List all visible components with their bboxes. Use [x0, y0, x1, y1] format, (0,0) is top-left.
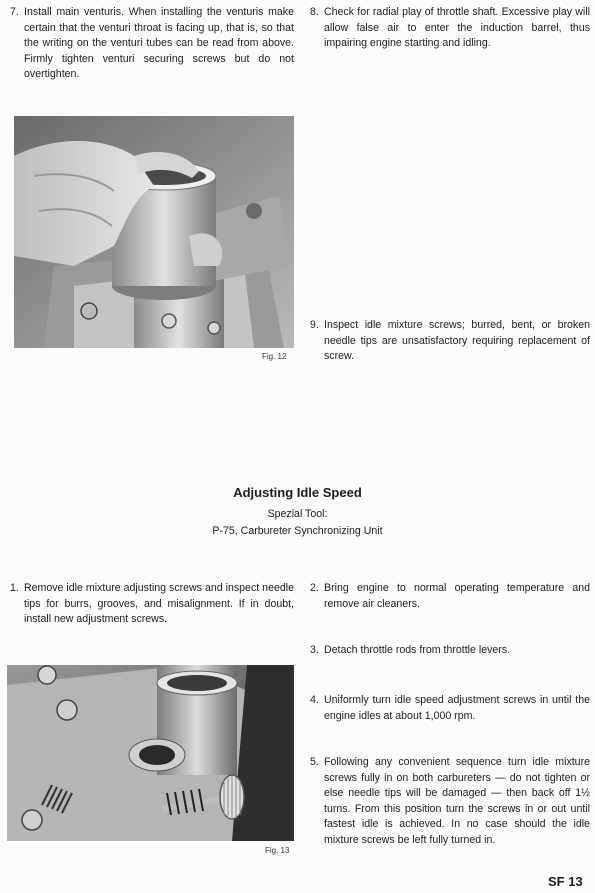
step-text: Remove idle mixture adjusting screws and inspect needle tips for burrs, grooves, and misalignment. If in doubt, install new adjustment screws. — [24, 582, 294, 625]
step-number: 9. — [310, 319, 319, 331]
step-1 — [10, 581, 294, 628]
tool-name: P-75, Carbureter Synchronizing Unit — [212, 525, 383, 537]
figure-13-caption: Fig. 13 — [265, 846, 290, 855]
page-number: SF 13 — [548, 874, 583, 889]
figure-12-caption: Fig. 12 — [262, 352, 287, 361]
step-9 — [310, 318, 590, 365]
step-number: 2. — [310, 582, 319, 594]
step-text: Uniformly turn idle speed adjustment screws in until the engine idles at about 1,000 rpm. — [324, 694, 590, 722]
step-number: 8. — [310, 6, 319, 18]
section-title: Adjusting Idle Speed — [233, 485, 362, 500]
step-text: Bring engine to normal operating temperature and remove air cleaners. — [324, 582, 590, 610]
step-7 — [10, 5, 294, 83]
step-text: Following any convenient sequence turn idle mixture screws fully in on both carbureters — do not tighten or else needle tips will be damaged — then back off 1½ turns. From this position turn the screws in or out until fastest idle is achieved. In no case should the idle mixture screws be left fully turned in. — [324, 756, 590, 846]
step-number: 1. — [10, 582, 19, 594]
step-4 — [310, 693, 590, 724]
step-5 — [310, 755, 590, 848]
step-text: Install main venturis. When installing the venturis make certain that the venturi throat is facing up, that is, so that the writing on the venturi tubes can be read from above. Firmly tighten venturi securing screws but do not overtighten. — [24, 6, 294, 80]
step-text: Detach throttle rods from throttle levers. — [324, 644, 511, 656]
step-number: 4. — [310, 694, 319, 706]
step-text: Check for radial play of throttle shaft. Excessive play will allow false air to enter the induction barrel, thus impairing engine starting and idling. — [324, 6, 590, 49]
step-3 — [310, 643, 590, 659]
step-number: 5. — [310, 756, 319, 768]
step-number: 7. — [10, 6, 19, 18]
step-2 — [310, 581, 590, 612]
figure-13-photo — [7, 665, 294, 841]
step-8 — [310, 5, 590, 52]
step-text: Inspect idle mixture screws; burred, bent, or broken needle tips are unsatisfactory requiring replacement of screw. — [324, 319, 590, 362]
step-number: 3. — [310, 644, 319, 656]
tool-label: Spezial Tool: — [267, 508, 328, 520]
figure-12-photo — [14, 116, 294, 348]
